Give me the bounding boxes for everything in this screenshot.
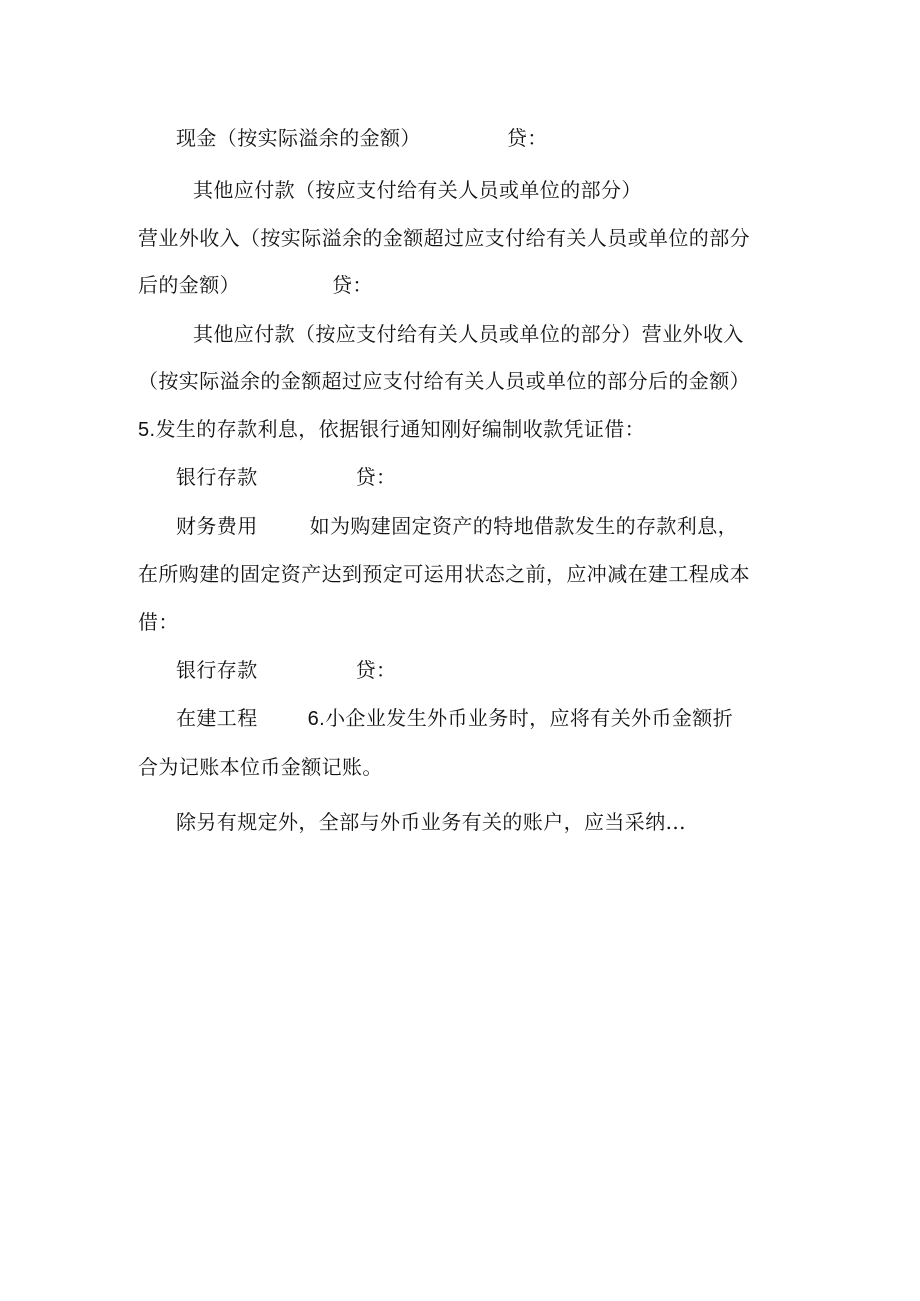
line-1-text: 现金（按实际溢余的金额） [176, 126, 421, 150]
line-10-text: 在所购建的固定资产达到预定可运用状态之前，应冲减在建工程成本 [138, 562, 750, 586]
text-line-5 [193, 322, 744, 346]
text-line-9 [176, 514, 738, 538]
text-line-11 [138, 610, 179, 634]
text-line-4 [138, 273, 373, 297]
text-line-15 [176, 810, 686, 834]
text-line-1 [176, 126, 548, 150]
text-line-3 [138, 226, 750, 250]
line-15-text: 除另有规定外，全部与外币业务有关的账户，应当采纳... [176, 810, 686, 834]
line-5-text: 其他应付款（按应支付给有关人员或单位的部分）营业外收入 [193, 322, 744, 346]
line-4-text: 后的金额） [138, 273, 240, 297]
line-13-text: 在建工程 [176, 706, 258, 730]
line-12-credit: 贷： [355, 658, 397, 682]
line-7-number: 5. [138, 419, 156, 441]
text-line-6 [138, 369, 750, 393]
line-6-text: （按实际溢余的金额超过应支付给有关人员或单位的部分后的金额） [138, 369, 750, 393]
text-line-2 [193, 178, 642, 202]
text-line-12 [176, 658, 396, 682]
line-8-text: 银行存款 [176, 465, 258, 489]
line-13-note: 小企业发生外币业务时，应将有关外币金额折 [325, 706, 734, 730]
line-1-credit: 贷： [506, 126, 548, 150]
text-line-7 [138, 417, 645, 442]
line-2-text: 其他应付款（按应支付给有关人员或单位的部分） [193, 178, 642, 202]
line-14-text: 合为记账本位币金额记账。 [138, 755, 383, 779]
line-13-number: 6. [307, 708, 326, 730]
line-7-text: 发生的存款利息，依据银行通知刚好编制收款凭证借： [155, 417, 646, 441]
line-12-text: 银行存款 [176, 658, 258, 682]
line-8-credit: 贷： [355, 465, 397, 489]
line-3-text: 营业外收入（按实际溢余的金额超过应支付给有关人员或单位的部分 [138, 226, 750, 250]
line-11-text: 借： [138, 610, 179, 634]
text-line-13 [176, 706, 733, 731]
line-9-note: 如为购建固定资产的特地借款发生的存款利息， [309, 514, 739, 538]
line-4-credit: 贷： [332, 273, 373, 297]
text-line-8 [176, 465, 396, 489]
text-line-10 [138, 562, 750, 586]
text-line-14 [138, 755, 383, 779]
line-9-text: 财务费用 [176, 514, 258, 538]
